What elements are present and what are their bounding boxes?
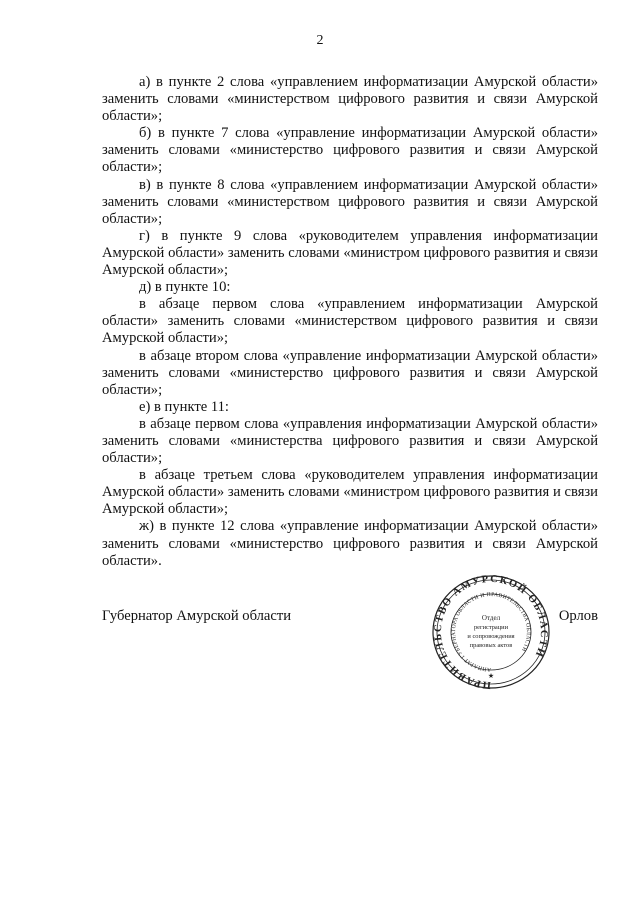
- seal-center-line-2: регистрации: [473, 624, 509, 631]
- official-seal: [424, 570, 558, 692]
- amendment-paragraph-g: г) в пункте 9 слова «руководителем управления информатизации Амурской области» заменить словами «министром цифрового развития и связи Амурской области»;: [102, 227, 598, 279]
- amendment-subparagraph-e1: в абзаце первом слова «управления информатизации Амурской области» заменить словами «министерства цифрового развития и связи Амурской области»;: [102, 415, 598, 467]
- seal-outer-text: ПРАВИТЕЛЬСТВО АМУРСКОЙ ОБЛАСТИ: [432, 573, 550, 691]
- amendment-paragraph-e: е) в пункте 11:: [139, 398, 229, 415]
- amendment-paragraph-zh: ж) в пункте 12 слова «управление информатизации Амурской области» заменить словами «министерство цифрового развития и связи Амурской области».: [102, 518, 598, 569]
- seal-star-icon: ★: [487, 672, 495, 680]
- amendment-paragraph-d: д) в пункте 10:: [139, 279, 231, 296]
- signer-name: Орлов: [558, 608, 598, 624]
- page-number: 2: [316, 33, 324, 48]
- signer-position: Губернатор Амурской области: [102, 608, 292, 624]
- amendment-paragraph-b: б) в пункте 7 слова «управление информатизации Амурской области» заменить словами «министерство цифрового развития и связи Амурской области»;: [102, 125, 598, 176]
- seal-center-line-3: и сопровождения: [467, 633, 515, 640]
- amendment-subparagraph-d1: в абзаце первом слова «управлением информатизации Амурской области» заменить словами «министерством цифрового развития и связи Амурской области»;: [102, 296, 598, 347]
- amendment-paragraph-a: а) в пункте 2 слова «управлением информатизации Амурской области» заменить словами «министерством цифрового развития и связи Амурской области»;: [102, 74, 598, 125]
- amendment-subparagraph-d2: в абзаце втором слова «управление информатизации Амурской области» заменить словами «министерство цифрового развития и связи Амурской области»;: [102, 347, 598, 398]
- seal-stamp-icon: [424, 570, 558, 692]
- document-body: [102, 74, 598, 570]
- amendment-subparagraph-e3: в абзаце третьем слова «руководителем управления информатизации Амурской области» заменить словами «министром цифрового развития и связи Амурской области»;: [102, 467, 598, 518]
- seal-center-line-4: правовых актов: [469, 642, 513, 649]
- amendment-paragraph-v: в) в пункте 8 слова «управлением информатизации Амурской области» заменить словами «министерством цифрового развития и связи Амурской области»;: [102, 176, 598, 227]
- svg-text:АППАРАТ ГУБЕРНАТОРА ОБЛАСТИ И: [451, 592, 531, 672]
- seal-center-line-1: Отдел: [481, 614, 501, 622]
- seal-inner-text: АППАРАТ ГУБЕРНАТОРА ОБЛАСТИ И ПРАВИТЕЛЬСТВА ОБЛАСТИ: [450, 591, 532, 673]
